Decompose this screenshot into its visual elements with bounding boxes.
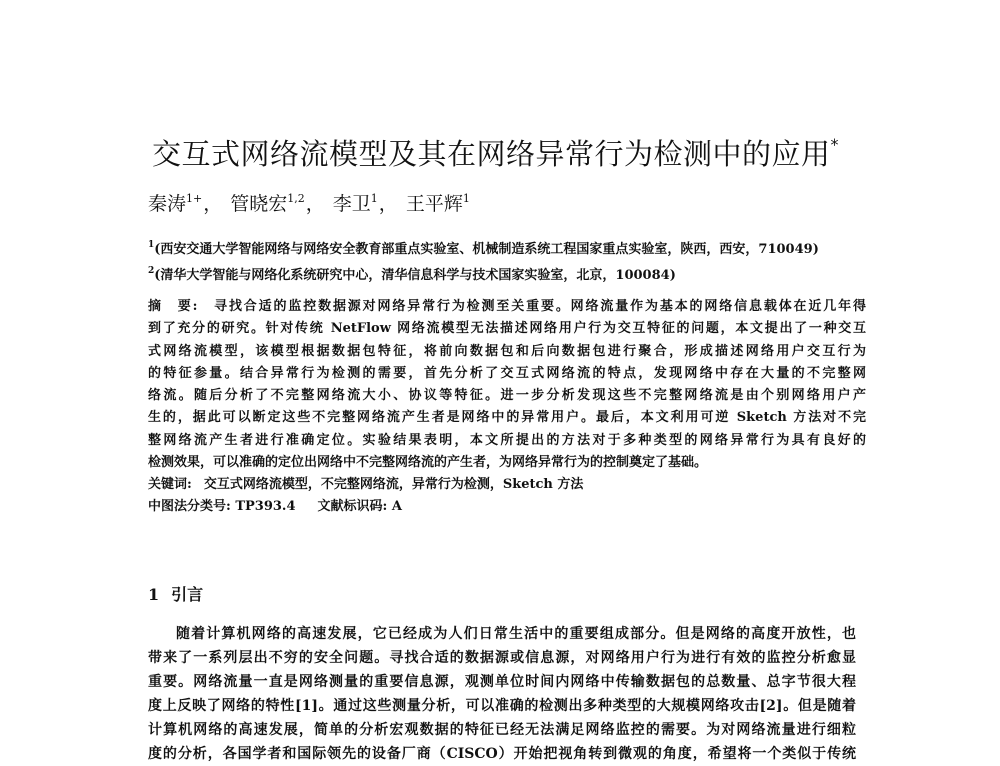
- title-text: 交互式网络流模型及其在网络异常行为检测中的应用: [152, 137, 831, 171]
- doc-code-value: A: [391, 499, 402, 515]
- body-line: 度的分析，各国学者和国际领先的设备厂商（CISCO）开始把视角转到微观的角度，希望将一个类似于传统: [148, 746, 856, 762]
- abstract-line: 整网络流产生者进行准确定位。实验结果表明，本文所提出的方法对于多种类型的网络异常行为具有良好的: [148, 432, 866, 448]
- section-number: 1: [148, 585, 160, 604]
- body-line: 计算机网络的高速发展，简单的分析宏观数据的特征已经无法满足网络监控的需要。为对网络流量进行细粒: [148, 722, 856, 738]
- abstract-line: 检测效果，可以准确的定位出网络中不完整网络流的产生者，为网络异常行为的控制奠定了基础。: [148, 455, 708, 471]
- abstract-line: 生的，据此可以断定这些不完整网络流产生者是网络中的异常用户。最后，本文利用可逆 Sketch 方法对不完: [148, 410, 866, 426]
- author-name: 李卫: [332, 193, 371, 215]
- author-separator: ，: [305, 193, 325, 215]
- keywords-label: 关键词:: [148, 477, 192, 493]
- author-separator: ，: [203, 193, 223, 215]
- classification-line: [148, 496, 866, 518]
- author-name: 王平辉: [405, 193, 463, 215]
- affiliation-text: (清华大学智能与网络化系统研究中心，清华信息科学与技术国家实验室，北京，100084): [154, 268, 676, 283]
- abstract-line: 络流。随后分析了不完整网络流大小、协议等特征。进一步分析发现这些不完整网络流是由个别网络用户产: [148, 388, 866, 404]
- paper-title: [152, 126, 872, 173]
- abstract-block: [148, 296, 866, 518]
- section-heading: [148, 584, 203, 606]
- author-separator: ，: [378, 193, 398, 215]
- clc-label: 中图法分类号:: [148, 499, 231, 515]
- author-name: 管晓宏: [230, 193, 288, 215]
- affiliation-mark: 2: [148, 266, 155, 276]
- body-line: 度上反映了网络的特性[1]。通过这些测量分析，可以准确的检测出多种类型的大规模网络攻击[2]。但是随着: [148, 698, 856, 714]
- section-title: 引言: [171, 585, 204, 604]
- author-affiliation-mark: 1: [370, 192, 378, 205]
- affiliation-2: [148, 262, 676, 285]
- author-affiliation-mark: 1+: [186, 192, 203, 205]
- abstract-line: 到了充分的研究。针对传统 NetFlow 网络流模型无法描述网络用户行为交互特征的问题，本文提出了一种交互: [148, 321, 866, 337]
- author-affiliation-mark: 1: [462, 192, 470, 205]
- abstract-line: 式网络流模型，该模型根据数据包特征，将前向数据包和后向数据包进行聚合，形成描述网络用户交互行为: [148, 343, 866, 359]
- author-affiliation-mark: 1,2: [287, 192, 305, 205]
- abstract-line: 的特征参量。结合异常行为检测的需要，首先分析了交互式网络流的特点，发现网络中存在大量的不完整网: [148, 365, 866, 381]
- doc-code-label: 文献标识码:: [317, 499, 388, 515]
- body-paragraph: [148, 622, 856, 766]
- author-name: 秦涛: [148, 193, 187, 215]
- body-line: 随着计算机网络的高速发展，它已经成为人们日常生活中的重要组成部分。但是网络的高度开放性，也: [176, 626, 856, 642]
- body-line: 重要。网络流量一直是网络测量的重要信息源，观测单位时间内网络中传输数据包的总数量、总字节很大程: [148, 674, 856, 690]
- title-footnote-mark: *: [830, 135, 840, 154]
- body-line: 带来了一系列层出不穷的安全问题。寻找合适的数据源或信息源，对网络用户行为进行有效的监控分析愈显: [148, 650, 856, 666]
- author-list: [148, 186, 470, 217]
- abstract-line: 摘 要: 寻找合适的监控数据源对网络异常行为检测至关重要。网络流量作为基本的网络信息载体在近几年得: [148, 299, 866, 314]
- affiliation-text: (西安交通大学智能网络与网络安全教育部重点实验室、机械制造系统工程国家重点实验室，陕西，西安，710049): [154, 242, 819, 257]
- clc-value: TP393.4: [235, 499, 296, 515]
- affiliation-mark: 1: [148, 240, 155, 250]
- keywords-text: 交互式网络流模型，不完整网络流，异常行为检测，Sketch 方法: [203, 477, 584, 493]
- keywords-line: [148, 474, 866, 496]
- affiliation-1: [148, 236, 819, 259]
